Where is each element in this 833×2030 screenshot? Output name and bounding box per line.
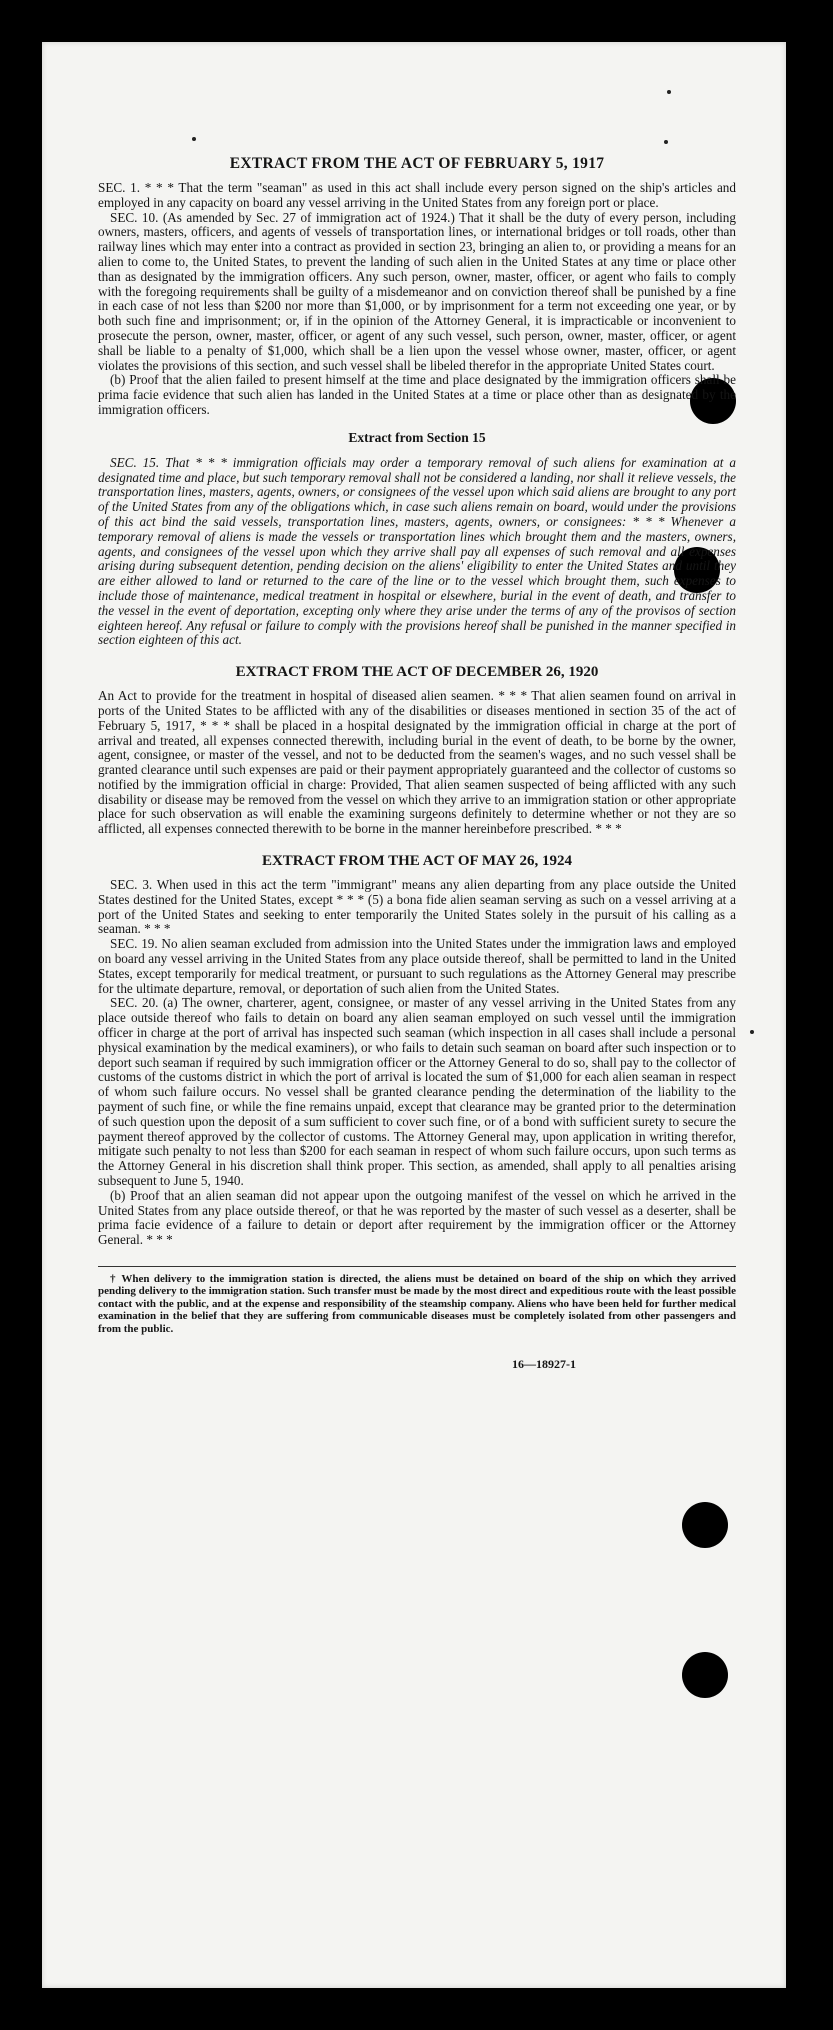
section-10b-text: (b) Proof that the alien failed to present himself at the time and place designated by the immigration officers shall be prima facie evidence that such alien has landed in the United States at a time or place other than as designated by the immigration officers. (98, 372, 736, 417)
act-1920-text: An Act to provide for the treatment in hospital of diseased alien seamen. * * * That alien seamen found on arrival in ports of the United States to be afflicted with any of the disabilities or diseases mentioned in section 35 of the act of February 5, 1917, * * * shall be placed in a hospital designated by the immigration official in charge at the port of arrival and treated, all expenses connected therewith, including burial in the event of death, to be borne by the owner, agent, consignee, or master of the vessel, and not to be deducted from the seamen's wages, and no such vessel shall be granted clearance until such expenses are paid or their payment appropriately guaranteed and the collector of customs so notified by the immigration official in charge: Provided, That alien seamen suspected of being afflicted with any such disability or disease may be removed from the vessel on which they arrive to an immigration station or other appropriate place for such observation as will enable the examining surgeons definitely to determine whether or not they are so afflicted, all expenses connected therewith to be borne in the manner hereinbefore prescribed. * * * (98, 688, 736, 837)
heading-act-1917: EXTRACT FROM THE ACT OF FEBRUARY 5, 1917 (229, 155, 605, 172)
form-number: 16—18927-1 (512, 1357, 576, 1372)
section-10-text: SEC. 10. (As amended by Sec. 27 of immigration act of 1924.) That it shall be the duty of every person, including owners, masters, officers, and agents of vessels of transportation lines, or international bridges or toll roads, other than railway lines which may enter into a contract as provided in section 23, bringing an alien to, or providing a means for an alien to come to, the United States, to prevent the landing of such alien in the United States at any time or place other than as designated by the immigration officers. Any such person, owner, master, officer, or agent who fails to comply with the foregoing requirements shall be guilty of a misdemeanor and on conviction thereof shall be punished by a fine in each case of not less than $200 nor more than $1,000, or by imprisonment for a term not exceeding one year, or by both such fine and imprisonment; or, if in the opinion of the Attorney General, it is impracticable or inconvenient to prosecute the person, owner, master, officer, or agent of any such vessel, such person, owner, master, officer, or agent shall be liable to a penalty of $1,000, which shall be a lien upon the vessel whose owner, master, officer, or agent violates the provisions of this section, and such vessel shall be libeled therefor in the appropriate United States court. (98, 209, 736, 373)
scan-speck (667, 90, 671, 94)
scan-speck (192, 137, 196, 141)
section-3-text: SEC. 3. When used in this act the term "immigrant" means any alien departing from any place outside the United States destined for the United States, except * * * (5) a bona fide alien seaman serving as such on a vessel arriving at a port of the United States and seeking to enter temporarily the United States solely in the pursuit of his calling as a seaman. * * * (98, 877, 736, 937)
scan-speck (750, 1030, 754, 1034)
footnote-text: † When delivery to the immigration station is directed, the aliens must be detained on board of the ship on which they arrived pending delivery to the immigration station. Such transfer must be made by the most direct and expeditious route with the least possible contact with the public, and at the expense and responsibility of the steamship company. Aliens who have been held for further medical examination in the belief that they are suffering from communicable diseases must be completely isolated from other passengers and from the public. (98, 1273, 736, 1335)
punch-hole (682, 1652, 728, 1698)
document-body (98, 155, 736, 1372)
heading-act-1920: EXTRACT FROM THE ACT OF DECEMBER 26, 1920 (235, 664, 599, 681)
scan-speck (664, 140, 668, 144)
section-20b-text: (b) Proof that an alien seaman did not appear upon the outgoing manifest of the vessel on which he arrived in the United States from any place outside thereof, or that he was reported by the master of such vessel as a deserter, shall be prima facie evidence of a failure to detain or deport after requirement by the immigration officer or the Attorney General. * * * (98, 1187, 736, 1248)
document-page (42, 42, 786, 1988)
heading-act-1924: EXTRACT FROM THE ACT OF MAY 26, 1924 (261, 853, 573, 870)
punch-hole (682, 1502, 728, 1548)
section-15-text: SEC. 15. That * * * immigration officials may order a temporary removal of such aliens for examination at a designated time and place, but such temporary removal shall not be considered a landing, nor shall it relieve vessels, the transportation lines, masters, agents, owners, or consignees of the vessel upon which said aliens are brought to any port of the United States from any of the obligations which, in case such aliens remain on board, would under the provisions of this act bind the said vessels, transportation lines, masters, agents, owners, or consignees: * * * Whenever a temporary removal of aliens is made the vessels or transportation lines which brought them and the masters, owners, agents, and consignees of the vessel upon which they arrive shall pay all expenses of such removal and all expenses arising during subsequent detention, pending decision on the aliens' eligibility to enter the United States and until they are either allowed to land or returned to the care of the line or to the vessel which brought them, such expenses to include those of maintenance, medical treatment in hospital or elsewhere, burial in the event of death, and transfer to the vessel in the event of deportation, excepting only where they arise under the terms of any of the provisos of section eighteen hereof. Any refusal or failure to comply with the provisions hereof shall be punished in the manner specified in section eighteen of this act. (98, 454, 737, 648)
section-20a-text: SEC. 20. (a) The owner, charterer, agent, consignee, or master of any vessel arriving in the United States from any place outside thereof who fails to detain on board any alien seaman employed on such vessel until the immigration officer in charge at the port of arrival has inspected such seaman (which inspection in all cases shall include a personal physical examination by the medical examiners), or who fails to detain such seaman on board after such inspection or to deport such seaman if required by such immigration officer or the Attorney General to do so, shall pay to the collector of customs of the customs district in which the port of arrival is located the sum of $1,000 for each alien seaman in respect of whom such failure occurs. No vessel shall be granted clearance pending the determination of the liability to the payment of such fine, or while the fine remains unpaid, except that clearance may be granted prior to the determination of such question upon the deposit of a sum sufficient to cover such fine, or of a bond with sufficient surety to secure the payment thereof approved by the collector of customs. The Attorney General may, upon application in writing therefor, mitigate such penalty to not less than $200 for each seaman in respect of whom such failure occurs, upon such terms as the Attorney General in his discretion shall think proper. This section, as amended, shall apply to all penalties arising subsequent to June 5, 1940. (98, 995, 736, 1189)
heading-section-15: Extract from Section 15 (348, 429, 486, 445)
section-1-text: SEC. 1. * * * That the term "seaman" as used in this act shall include every person signed on the ship's articles and employed in any capacity on board any vessel arriving in the United States from any foreign port or place. (98, 180, 736, 210)
section-19-text: SEC. 19. No alien seaman excluded from admission into the United States under the immigration laws and employed on board any vessel arriving in the United States from any place outside thereof, shall be permitted to land in the United States, except temporarily for medical treatment, or pursuant to such regulations as the Attorney General may prescribe for the ultimate departure, removal, or deportation of such alien from the United States. (98, 936, 736, 996)
footnote (98, 1266, 736, 1335)
